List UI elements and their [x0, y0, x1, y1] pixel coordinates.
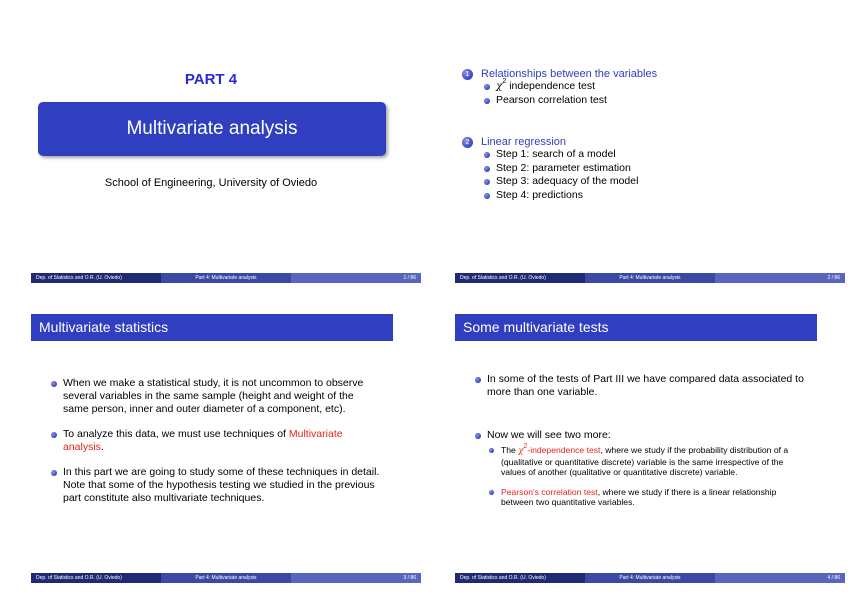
footer-author: Dep. of Statistics and O.R. (U. Oviedo): [455, 573, 585, 583]
presentation-title: Multivariate analysis: [126, 118, 298, 139]
title-box: [38, 102, 386, 156]
section-number-badge: 2: [462, 137, 473, 148]
slide-4: [455, 314, 845, 594]
part-title: PART 4: [184, 71, 238, 88]
footer-page: 3 / 86: [291, 573, 421, 583]
frame-title: Multivariate statistics: [31, 314, 393, 341]
superscript-2: 2: [502, 78, 507, 85]
slide-footer: [31, 273, 421, 283]
bullet-item: [51, 428, 381, 454]
outline-item: Step 4: predictions: [482, 189, 822, 203]
outline-item: Step 2: parameter estimation: [482, 162, 822, 176]
section-number-badge: 1: [462, 69, 473, 80]
sub-bullet-text: The: [501, 445, 519, 455]
outline-item: Pearson correlation test: [482, 94, 822, 108]
sub-bullet-text: , where we study if the probability distribution of a (qualitative or quantitative discrete) variable is the same irrespective of the values of another (qualitative or quantitative discrete) variable.: [501, 445, 789, 478]
bullet-item: [475, 429, 805, 508]
section-label: Relationships between the variables: [481, 68, 658, 80]
outline-item: Step 3: adequacy of the model: [482, 175, 822, 189]
sub-bullet-list: [487, 445, 805, 508]
slide-1: [31, 14, 421, 294]
outline-item: [482, 80, 822, 94]
bullet-list: [475, 373, 805, 508]
slide-2: [455, 14, 845, 294]
footer-page: 1 / 86: [291, 273, 421, 283]
footer-part: Part 4: Multivariate analysis: [161, 273, 291, 283]
frame-title: Some multivariate tests: [455, 314, 817, 341]
footer-page: 4 / 86: [715, 573, 845, 583]
sub-bullet-text: , where we study if there is a linear relationship between two quantitative variables.: [501, 486, 777, 508]
sub-bullet-item: [487, 445, 805, 478]
slide-3: [31, 314, 421, 594]
footer-page: 2 / 86: [715, 273, 845, 283]
slide-footer: [455, 573, 845, 583]
bullet-item: In this part we are going to study some of these techniques in detail. Note that some of the hypothesis testing we studied in the previous part constitute also multivariate techniques.: [51, 466, 381, 505]
slide-footer: [455, 273, 845, 283]
superscript-2: 2: [523, 443, 528, 450]
highlight-term: Multivariate analysis: [63, 428, 343, 453]
footer-part: Part 4: Multivariate analysis: [585, 273, 715, 283]
highlight-term: -independence test: [527, 445, 601, 455]
highlight-term: Pearson's correlation test: [501, 486, 598, 497]
chi-symbol: χ: [496, 80, 503, 92]
outline-item-text: independence test: [506, 80, 596, 92]
outline-section-2: [462, 136, 822, 202]
footer-author: Dep. of Statistics and O.R. (U. Oviedo): [455, 273, 585, 283]
footer-part: Part 4: Multivariate analysis: [585, 573, 715, 583]
footer-part: Part 4: Multivariate analysis: [161, 573, 291, 583]
bullet-text: .: [100, 441, 104, 453]
outline-section-1: [462, 68, 822, 107]
slide-footer: [31, 573, 421, 583]
institute: School of Engineering, University of Oviedo: [104, 177, 318, 189]
bullet-text: To analyze this data, we must use techniques of: [63, 428, 289, 440]
sub-bullet-item: [487, 487, 805, 508]
chi-symbol: χ: [518, 446, 524, 456]
footer-author: Dep. of Statistics and O.R. (U. Oviedo): [31, 573, 161, 583]
bullet-text: Now we will see two more:: [487, 429, 611, 441]
section-label: Linear regression: [481, 136, 566, 148]
outline-item: Step 1: search of a model: [482, 148, 822, 162]
bullet-item: In some of the tests of Part III we have compared data associated to more than one variable.: [475, 373, 805, 399]
bullet-list: [51, 377, 381, 505]
bullet-item: When we make a statistical study, it is not uncommon to observe several variables in the same sample (height and weight of the same person, inner and outer diameter of a component, etc).: [51, 377, 381, 416]
footer-author: Dep. of Statistics and O.R. (U. Oviedo): [31, 273, 161, 283]
